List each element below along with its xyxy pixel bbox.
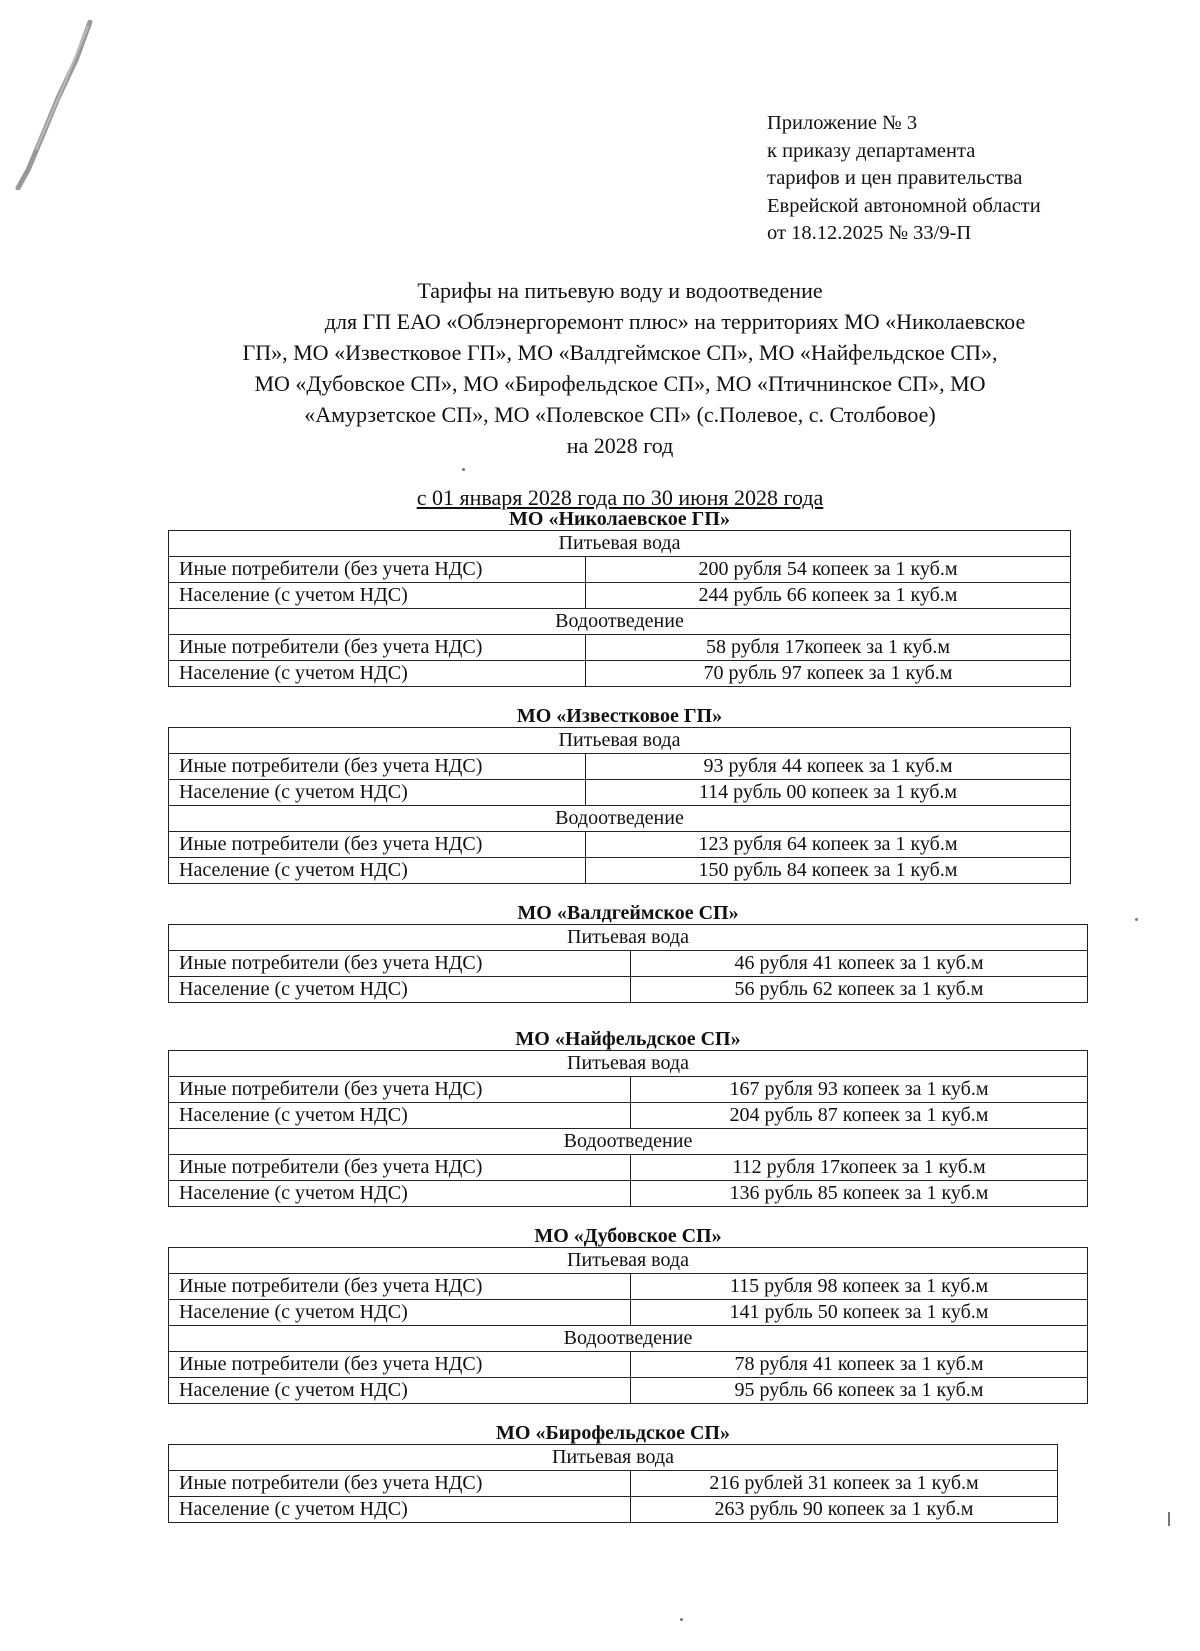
tariff-cell: 56 рубль 62 копеек за 1 куб.м <box>631 977 1088 1003</box>
table-row <box>169 661 1071 687</box>
document-title <box>160 275 1080 461</box>
tariff-cell: 112 рубля 17копеек за 1 куб.м <box>631 1155 1088 1181</box>
service-type-header: Водоотведение <box>169 609 1071 635</box>
consumer-cell: Иные потребители (без учета НДС) <box>169 832 586 858</box>
table-row <box>169 1445 1058 1471</box>
service-type-header: Водоотведение <box>169 1326 1088 1352</box>
tariff-cell: 70 рубль 97 копеек за 1 куб.м <box>586 661 1071 687</box>
consumer-cell: Иные потребители (без учета НДС) <box>169 1155 631 1181</box>
title-line: МО «Дубовское СП», МО «Бирофельдское СП», МО «Птичнинское СП», МО <box>254 371 986 396</box>
consumer-cell: Население (с учетом НДС) <box>169 1103 631 1129</box>
table-row <box>169 1352 1088 1378</box>
service-type-header: Питьевая вода <box>169 531 1071 557</box>
table-row <box>169 1326 1088 1352</box>
service-type-header: Питьевая вода <box>169 1445 1058 1471</box>
table-row <box>169 1077 1088 1103</box>
tariff-cell: 46 рубля 41 копеек за 1 куб.м <box>631 951 1088 977</box>
table-row <box>169 635 1071 661</box>
consumer-cell: Население (с учетом НДС) <box>169 583 586 609</box>
table-row <box>169 1248 1088 1274</box>
table-row <box>169 977 1088 1003</box>
table-row <box>169 832 1071 858</box>
consumer-cell: Иные потребители (без учета НДС) <box>169 635 586 661</box>
title-line: Тарифы на питьевую воду и водоотведение <box>417 278 823 303</box>
municipality-name: МО «Дубовское СП» <box>534 1225 722 1247</box>
table-row <box>169 1129 1088 1155</box>
service-type-header: Питьевая вода <box>169 1051 1088 1077</box>
municipality-name: МО «Бирофельдское СП» <box>496 1422 730 1444</box>
scan-speck <box>680 1618 683 1621</box>
service-type-header: Питьевая вода <box>169 1248 1088 1274</box>
table-row <box>169 1300 1088 1326</box>
tariff-table <box>168 1444 1058 1523</box>
table-row <box>169 951 1088 977</box>
table-row <box>169 754 1071 780</box>
tariff-cell: 216 рублей 31 копеек за 1 куб.м <box>631 1471 1058 1497</box>
consumer-cell: Иные потребители (без учета НДС) <box>169 754 586 780</box>
scan-edge-mark <box>14 20 94 190</box>
title-line: на 2028 год <box>566 433 674 458</box>
consumer-cell: Иные потребители (без учета НДС) <box>169 1077 631 1103</box>
consumer-cell: Население (с учетом НДС) <box>169 1300 631 1326</box>
table-row <box>169 1471 1058 1497</box>
tariff-period: с 01 января 2028 года по 30 июня 2028 года <box>416 485 824 510</box>
scan-speck <box>1168 1512 1170 1526</box>
tariff-table <box>168 727 1071 884</box>
municipality-section <box>168 508 1071 687</box>
service-type-header: Питьевая вода <box>169 925 1088 951</box>
consumer-cell: Иные потребители (без учета НДС) <box>169 1471 631 1497</box>
appendix-line: Приложение № 3 <box>767 112 918 134</box>
table-row <box>169 583 1071 609</box>
table-row <box>169 858 1071 884</box>
service-type-header: Водоотведение <box>169 1129 1088 1155</box>
table-row <box>169 1155 1088 1181</box>
tariff-cell: 141 рубль 50 копеек за 1 куб.м <box>631 1300 1088 1326</box>
table-row <box>169 1378 1088 1404</box>
table-row <box>169 925 1088 951</box>
consumer-cell: Население (с учетом НДС) <box>169 977 631 1003</box>
service-type-header: Питьевая вода <box>169 728 1071 754</box>
appendix-line: тарифов и цен правительства <box>767 167 1023 189</box>
tariff-cell: 263 рубль 90 копеек за 1 куб.м <box>631 1497 1058 1523</box>
consumer-cell: Население (с учетом НДС) <box>169 1497 631 1523</box>
consumer-cell: Население (с учетом НДС) <box>169 1378 631 1404</box>
tariff-table <box>168 1247 1088 1404</box>
municipality-name: МО «Валдгеймское СП» <box>517 902 739 924</box>
municipality-name: МО «Известковое ГП» <box>516 705 723 727</box>
table-row <box>169 1103 1088 1129</box>
tariff-table <box>168 530 1071 687</box>
table-row <box>169 806 1071 832</box>
consumer-cell: Население (с учетом НДС) <box>169 780 586 806</box>
title-line: для ГП ЕАО «Облэнергоремонт плюс» на территориях МО «Николаевское <box>324 309 1026 334</box>
tariff-cell: 123 рубля 64 копеек за 1 куб.м <box>586 832 1071 858</box>
tariff-cell: 244 рубль 66 копеек за 1 куб.м <box>586 583 1071 609</box>
table-row <box>169 609 1071 635</box>
tariff-table <box>168 1050 1088 1207</box>
tariff-cell: 150 рубль 84 копеек за 1 куб.м <box>586 858 1071 884</box>
municipality-section <box>168 1225 1088 1404</box>
consumer-cell: Иные потребители (без учета НДС) <box>169 1352 631 1378</box>
appendix-header <box>767 110 1041 248</box>
title-line: ГП», МО «Известковое ГП», МО «Валдгеймское СП», МО «Найфельдское СП», <box>242 340 998 365</box>
table-row <box>169 780 1071 806</box>
table-row <box>169 531 1071 557</box>
scan-speck <box>1135 918 1138 921</box>
tariff-cell: 78 рубля 41 копеек за 1 куб.м <box>631 1352 1088 1378</box>
tariff-cell: 200 рубля 54 копеек за 1 куб.м <box>586 557 1071 583</box>
tariff-cell: 58 рубля 17копеек за 1 куб.м <box>586 635 1071 661</box>
municipality-section <box>168 902 1088 1003</box>
table-row <box>169 728 1071 754</box>
tariff-table <box>168 924 1088 1003</box>
appendix-line: от 18.12.2025 № 33/9-П <box>767 222 972 244</box>
consumer-cell: Население (с учетом НДС) <box>169 1181 631 1207</box>
table-row <box>169 1274 1088 1300</box>
table-row <box>169 1051 1088 1077</box>
service-type-header: Водоотведение <box>169 806 1071 832</box>
table-row <box>169 1497 1058 1523</box>
appendix-line: Еврейской автономной области <box>767 194 1041 217</box>
municipality-section <box>168 705 1071 884</box>
title-line: «Амурзетское СП», МО «Полевское СП» (с.Полевое, с. Столбовое) <box>304 402 936 427</box>
scan-speck <box>462 468 465 471</box>
tariff-cell: 204 рубль 87 копеек за 1 куб.м <box>631 1103 1088 1129</box>
table-row <box>169 1181 1088 1207</box>
tariff-cell: 136 рубль 85 копеек за 1 куб.м <box>631 1181 1088 1207</box>
appendix-line: к приказу департамента <box>767 139 976 162</box>
municipality-section <box>168 1422 1058 1523</box>
tariff-cell: 115 рубля 98 копеек за 1 куб.м <box>631 1274 1088 1300</box>
municipality-section <box>168 1028 1088 1207</box>
municipality-name: МО «Найфельдское СП» <box>515 1028 741 1050</box>
table-row <box>169 557 1071 583</box>
tariff-cell: 93 рубля 44 копеек за 1 куб.м <box>586 754 1071 780</box>
consumer-cell: Население (с учетом НДС) <box>169 858 586 884</box>
municipality-name: МО «Николаевское ГП» <box>509 508 730 530</box>
tariff-cell: 167 рубля 93 копеек за 1 куб.м <box>631 1077 1088 1103</box>
consumer-cell: Население (с учетом НДС) <box>169 661 586 687</box>
consumer-cell: Иные потребители (без учета НДС) <box>169 557 586 583</box>
tariff-cell: 95 рубль 66 копеек за 1 куб.м <box>631 1378 1088 1404</box>
consumer-cell: Иные потребители (без учета НДС) <box>169 1274 631 1300</box>
tariff-cell: 114 рубль 00 копеек за 1 куб.м <box>586 780 1071 806</box>
consumer-cell: Иные потребители (без учета НДС) <box>169 951 631 977</box>
